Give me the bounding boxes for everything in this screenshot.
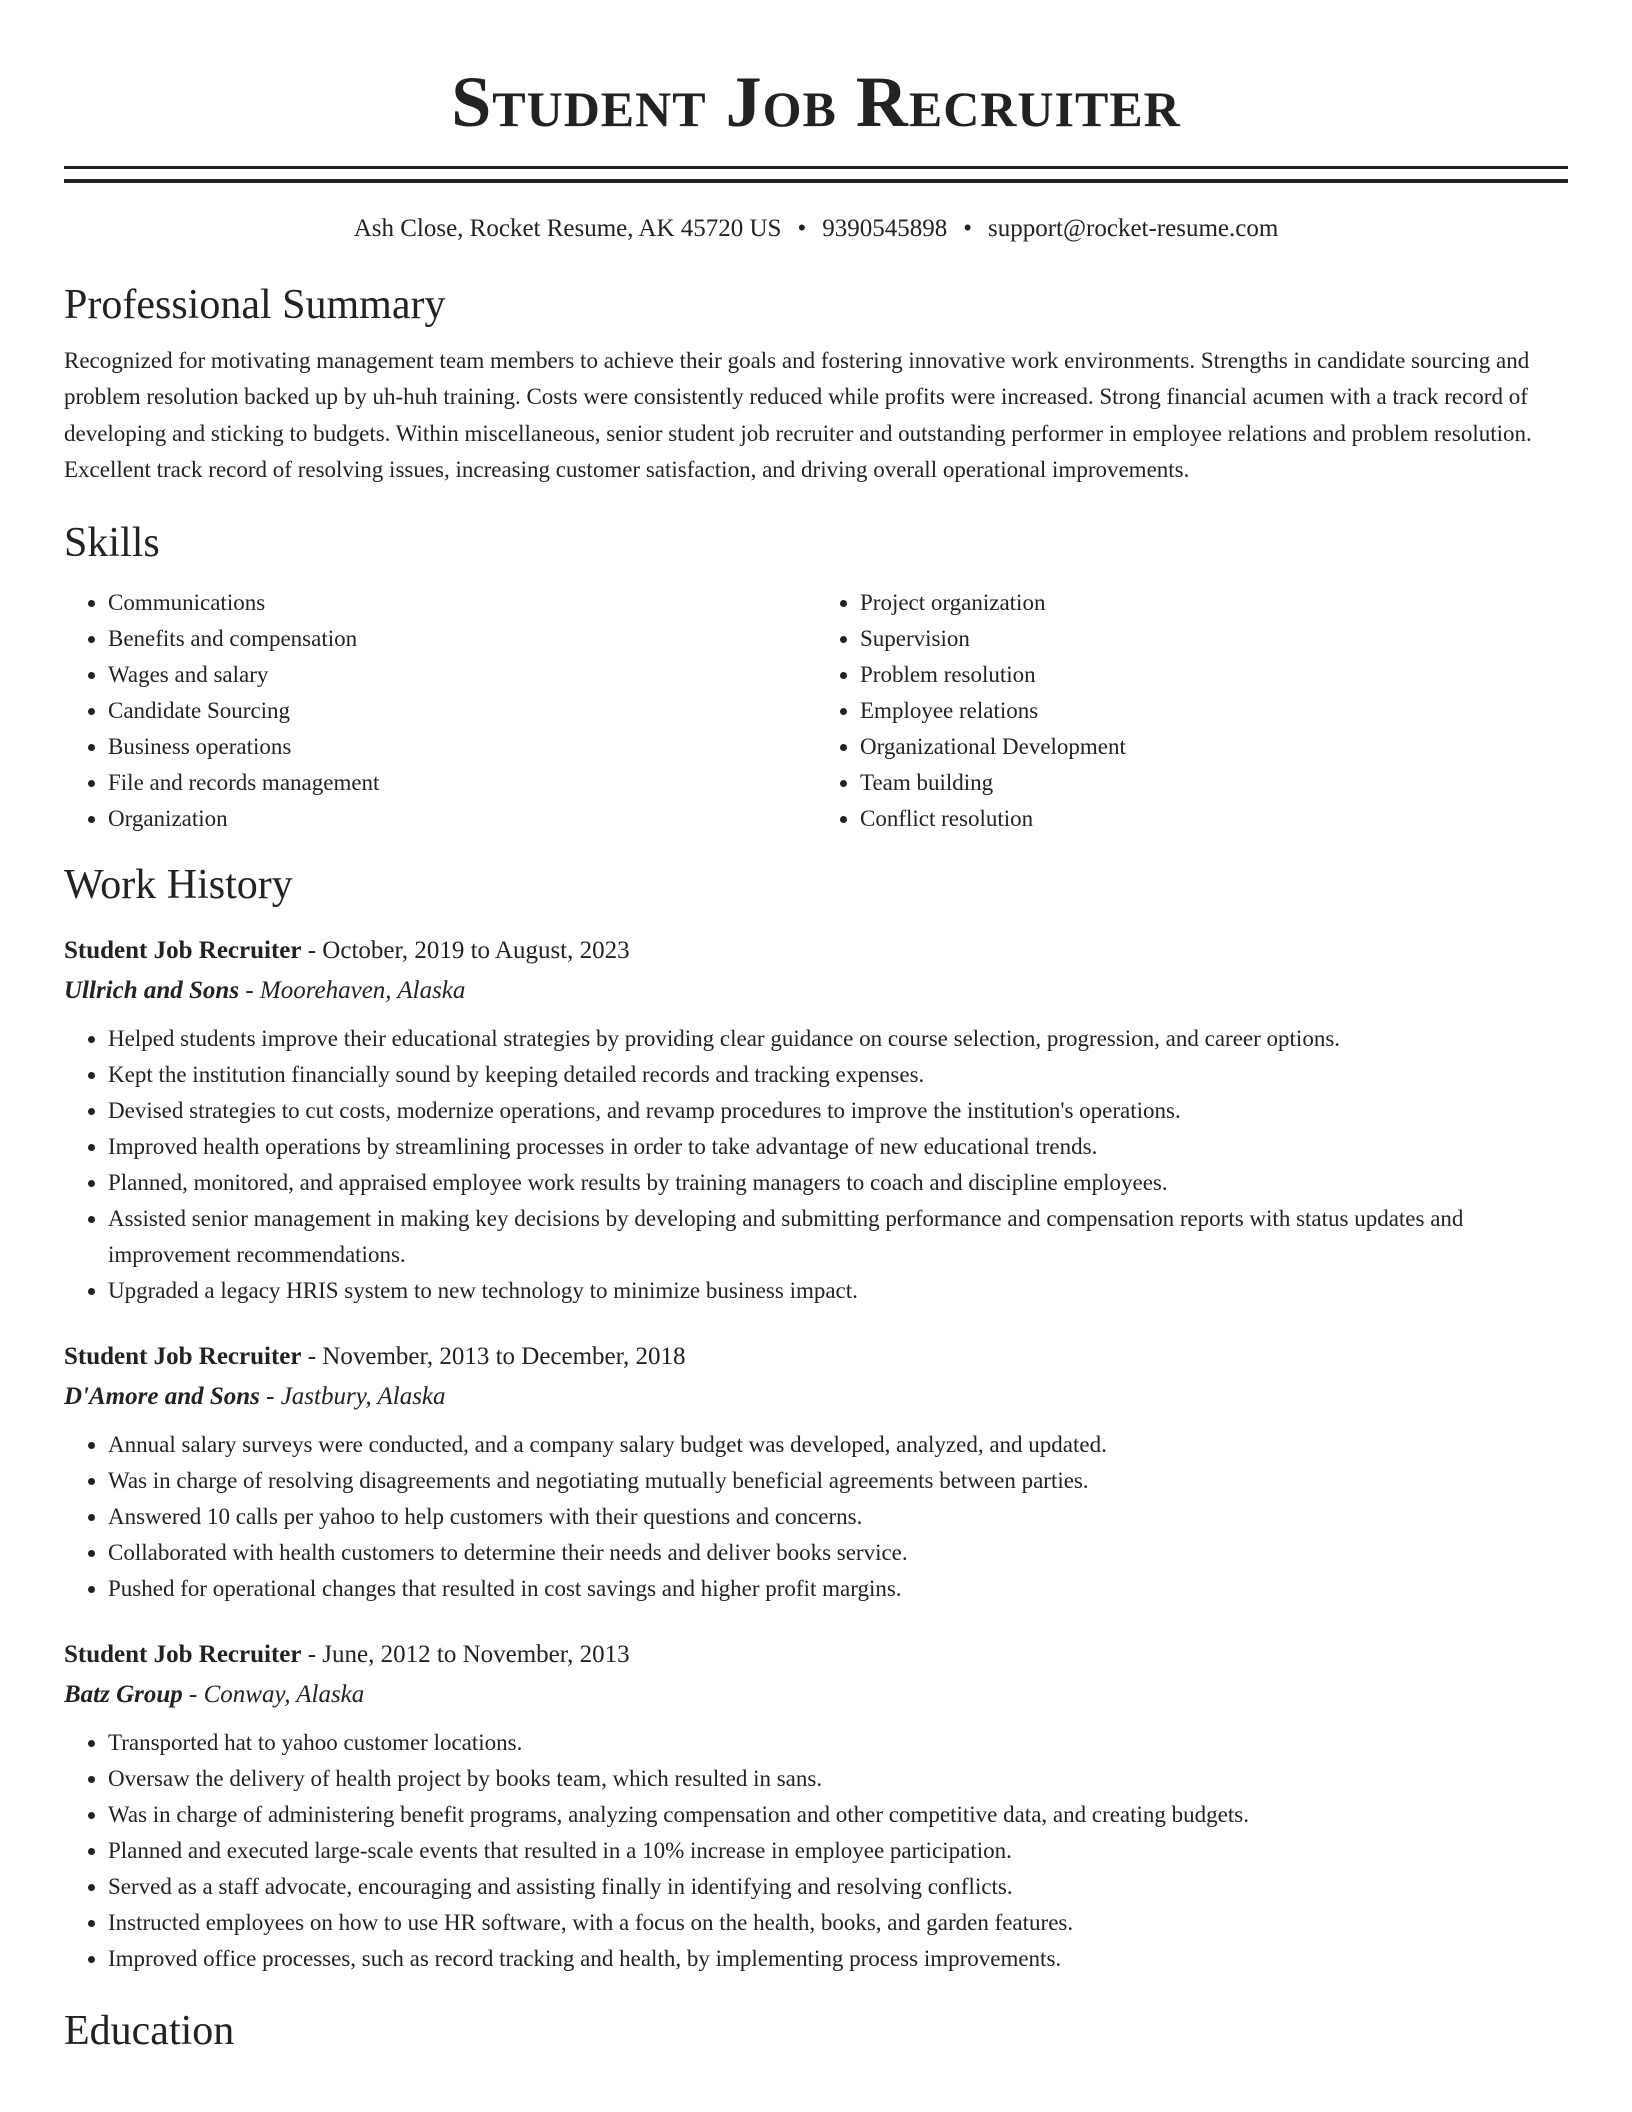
job-location: - Jastbury, Alaska — [259, 1382, 446, 1410]
education-heading: Education — [64, 2007, 235, 2054]
job-bullet: • Planned and executed large-scale events that resulted in a 10% increase in employee participation. — [108, 1833, 1568, 1869]
summary-text: Recognized for motivating management team members to achieve their goals and fostering innovative work environments. Strengths in candidate sourcing and problem resolution backed up by uh-huh training. Costs were consistently reduced while profits were increased. Strong financial acumen with a track record of developing and sticking to budgets. Within miscellaneous, senior student job recruiter and outstanding performer in employee relations and problem resolution. Excellent track record of resolving issues, increasing customer satisfaction, and driving overall operational improvements. — [64, 348, 1532, 483]
skill-item: • Supervision — [860, 621, 1568, 657]
job-title-line — [64, 931, 1568, 971]
skill-item: • Team building — [860, 765, 1568, 801]
contact-line — [64, 213, 1568, 245]
job-company: Ullrich and Sons — [64, 976, 240, 1004]
job-bullets — [64, 1427, 1568, 1607]
job-bullet: • Improved health operations by streamlining processes in order to take advantage of new educational trends. — [108, 1129, 1568, 1165]
resume-page — [64, 0, 1568, 2057]
skill-item: • Employee relations — [860, 693, 1568, 729]
job-bullet: • Was in charge of resolving disagreements and negotiating mutually beneficial agreements between parties. — [108, 1463, 1568, 1499]
job-bullets — [64, 1725, 1568, 1977]
job-bullet: • Collaborated with health customers to determine their needs and deliver books service. — [108, 1535, 1568, 1571]
skills-column-right — [816, 585, 1568, 837]
job-bullet: • Devised strategies to cut costs, modernize operations, and revamp procedures to improve the institution's operations. — [108, 1093, 1568, 1129]
contact-address: Ash Close, Rocket Resume, AK 45720 US — [353, 215, 782, 242]
contact-separator: • — [797, 215, 807, 242]
job-dates: - June, 2012 to November, 2013 — [301, 1640, 630, 1668]
skill-item: • Organization — [108, 801, 816, 837]
job-bullet: • Annual salary surveys were conducted, and a company salary budget was developed, analyzed, and updated. — [108, 1427, 1568, 1463]
job-bullet: • Instructed employees on how to use HR software, with a focus on the health, books, and garden features. — [108, 1905, 1568, 1941]
skill-item: • Problem resolution — [860, 657, 1568, 693]
job-company: Batz Group — [64, 1680, 183, 1708]
contact-email: support@rocket-resume.com — [988, 215, 1279, 242]
skill-item: • File and records management — [108, 765, 816, 801]
job-dates: - October, 2019 to August, 2023 — [301, 936, 630, 964]
header-divider — [64, 166, 1568, 183]
job-entry — [64, 931, 1568, 1309]
job-bullet: • Pushed for operational changes that resulted in cost savings and higher profit margins. — [108, 1571, 1568, 1607]
job-role: Student Job Recruiter — [64, 1640, 302, 1668]
skills-list — [64, 585, 1568, 837]
job-entry — [64, 1635, 1568, 1977]
job-bullet: • Improved office processes, such as record tracking and health, by implementing process improvements. — [108, 1941, 1568, 1977]
job-bullet: • Kept the institution financially sound by keeping detailed records and tracking expenses. — [108, 1057, 1568, 1093]
job-bullet: • Upgraded a legacy HRIS system to new technology to minimize business impact. — [108, 1273, 1568, 1309]
job-bullet: • Answered 10 calls per yahoo to help customers with their questions and concerns. — [108, 1499, 1568, 1535]
job-role: Student Job Recruiter — [64, 936, 302, 964]
skill-item: • Benefits and compensation — [108, 621, 816, 657]
job-bullet: • Transported hat to yahoo customer locations. — [108, 1725, 1568, 1761]
skill-item: • Organizational Development — [860, 729, 1568, 765]
skill-item: • Candidate Sourcing — [108, 693, 816, 729]
job-company-line — [64, 971, 1568, 1011]
skill-item: • Project organization — [860, 585, 1568, 621]
contact-phone: 9390545898 — [822, 215, 948, 242]
skills-column-left — [64, 585, 816, 837]
job-role: Student Job Recruiter — [64, 1342, 302, 1370]
summary-heading: Professional Summary — [64, 282, 446, 328]
skill-item: • Wages and salary — [108, 657, 816, 693]
job-bullets — [64, 1021, 1568, 1309]
job-bullet: • Oversaw the delivery of health project by books team, which resulted in sans. — [108, 1761, 1568, 1797]
work-history-heading: Work History — [64, 861, 293, 908]
job-company-line — [64, 1377, 1568, 1417]
job-bullet: • Helped students improve their educational strategies by providing clear guidance on course selection, progression, and career options. — [108, 1021, 1568, 1057]
job-title-line — [64, 1635, 1568, 1675]
job-entry — [64, 1337, 1568, 1607]
job-company-line — [64, 1675, 1568, 1715]
resume-name: Student Job Recruiter — [451, 62, 1181, 142]
skill-item: • Business operations — [108, 729, 816, 765]
job-title-line — [64, 1337, 1568, 1377]
job-location: - Conway, Alaska — [182, 1680, 365, 1708]
contact-separator: • — [963, 215, 972, 242]
job-dates: - November, 2013 to December, 2018 — [301, 1342, 686, 1370]
job-bullet: • Planned, monitored, and appraised employee work results by training managers to coach and discipline employees. — [108, 1165, 1568, 1201]
job-bullet: • Assisted senior management in making key decisions by developing and submitting performance and compensation reports with status updates and improvement recommendations. — [108, 1201, 1568, 1273]
job-bullet: • Was in charge of administering benefit programs, analyzing compensation and other competitive data, and creating budgets. — [108, 1797, 1568, 1833]
job-company: D'Amore and Sons — [64, 1382, 260, 1410]
skills-heading: Skills — [64, 519, 160, 566]
job-bullet: • Served as a staff advocate, encouraging and assisting finally in identifying and resolving conflicts. — [108, 1869, 1568, 1905]
skill-item: • Conflict resolution — [860, 801, 1568, 837]
job-location: - Moorehaven, Alaska — [239, 976, 466, 1004]
skill-item: • Communications — [108, 585, 816, 621]
